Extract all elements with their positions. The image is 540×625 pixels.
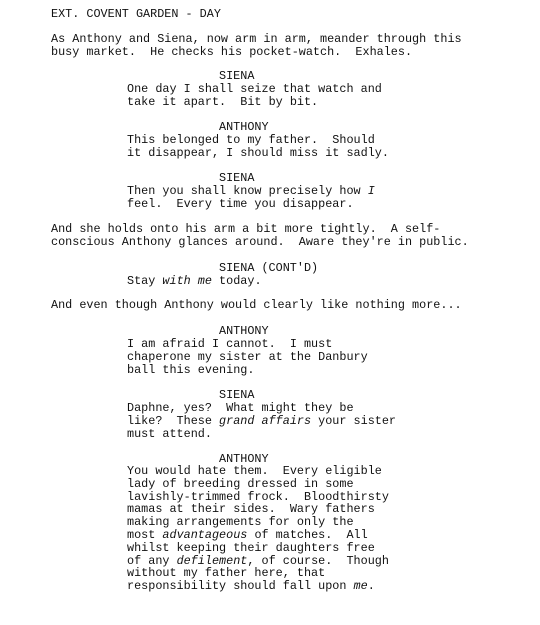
text-line: it disappear, I should miss it sadly. — [127, 145, 389, 160]
text-line: mamas at their sides. Wary fathers — [127, 502, 375, 517]
character-cue: SIENA (CONT'D) — [219, 261, 319, 275]
text-line: busy market. He checks his pocket-watch. Exhales. — [51, 44, 413, 59]
dialogue-block — [127, 338, 368, 376]
text-run: most — [127, 527, 163, 542]
italic-run: advantageous — [162, 527, 248, 542]
dialogue-block — [127, 185, 375, 211]
action-block — [51, 33, 462, 59]
text-line: Daphne, yes? What might they be — [127, 401, 354, 415]
text-line: without my father here, that — [127, 566, 326, 581]
text-line: whilst keeping their daughters free — [127, 540, 375, 555]
dialogue-block — [127, 402, 396, 440]
text-line: lavishly-trimmed frock. Bloodthirsty — [127, 489, 389, 504]
text-line — [127, 529, 389, 542]
text-line — [127, 275, 262, 288]
text-line: lady of breeding dressed in some — [127, 476, 354, 491]
text-run: . — [367, 579, 375, 594]
text-run: responsibility should fall upon — [127, 579, 354, 594]
text-line: ball this evening. — [127, 362, 255, 377]
text-line — [127, 185, 375, 198]
text-line: making arrangements for only the — [127, 515, 354, 530]
text-run: of matches. All — [247, 527, 368, 542]
text-line: must attend. — [127, 426, 212, 441]
dialogue-block — [127, 275, 262, 288]
text-line: conscious Anthony glances around. Aware they're in public. — [51, 234, 469, 249]
italic-run: defilement — [176, 553, 248, 568]
italic-run: me — [353, 579, 368, 594]
text-run: today. — [211, 274, 262, 288]
text-run: of any — [127, 553, 177, 568]
text-line: One day I shall seize that watch and — [127, 82, 382, 96]
action-block — [51, 223, 469, 249]
italic-run: I — [367, 184, 375, 198]
character-cue: ANTHONY — [219, 452, 269, 466]
text-line: feel. Every time you disappear. — [127, 196, 354, 211]
text-line: You would hate them. Every eligible — [127, 464, 382, 478]
text-line: This belonged to my father. Should — [127, 133, 375, 147]
character-cue: ANTHONY — [219, 120, 269, 134]
dialogue-block — [127, 83, 382, 109]
text-line: And even though Anthony would clearly like nothing more... — [51, 298, 462, 312]
text-run: your sister — [311, 413, 397, 428]
text-line: I am afraid I cannot. I must — [127, 337, 333, 351]
text-line: And she holds onto his arm a bit more tightly. A self- — [51, 222, 441, 236]
text-run: Then you shall know precisely how — [127, 184, 368, 198]
dialogue-block — [127, 465, 389, 593]
text-run: Stay — [127, 274, 163, 288]
scene-heading: EXT. COVENT GARDEN - DAY — [51, 7, 221, 21]
action-block — [51, 299, 462, 312]
text-line — [127, 580, 389, 593]
character-cue: SIENA — [219, 171, 255, 185]
character-cue: ANTHONY — [219, 324, 269, 338]
character-cue: SIENA — [219, 69, 255, 83]
text-run: like? These — [127, 413, 220, 428]
text-run: , of course. Though — [247, 553, 389, 568]
text-line: chaperone my sister at the Danbury — [127, 349, 368, 364]
character-cue: SIENA — [219, 388, 255, 402]
text-line: take it apart. Bit by bit. — [127, 94, 319, 109]
text-line: As Anthony and Siena, now arm in arm, meander through this — [51, 32, 462, 46]
italic-run: grand affairs — [219, 413, 312, 428]
dialogue-block — [127, 134, 389, 160]
text-line — [127, 415, 396, 428]
italic-run: with me — [162, 274, 212, 288]
